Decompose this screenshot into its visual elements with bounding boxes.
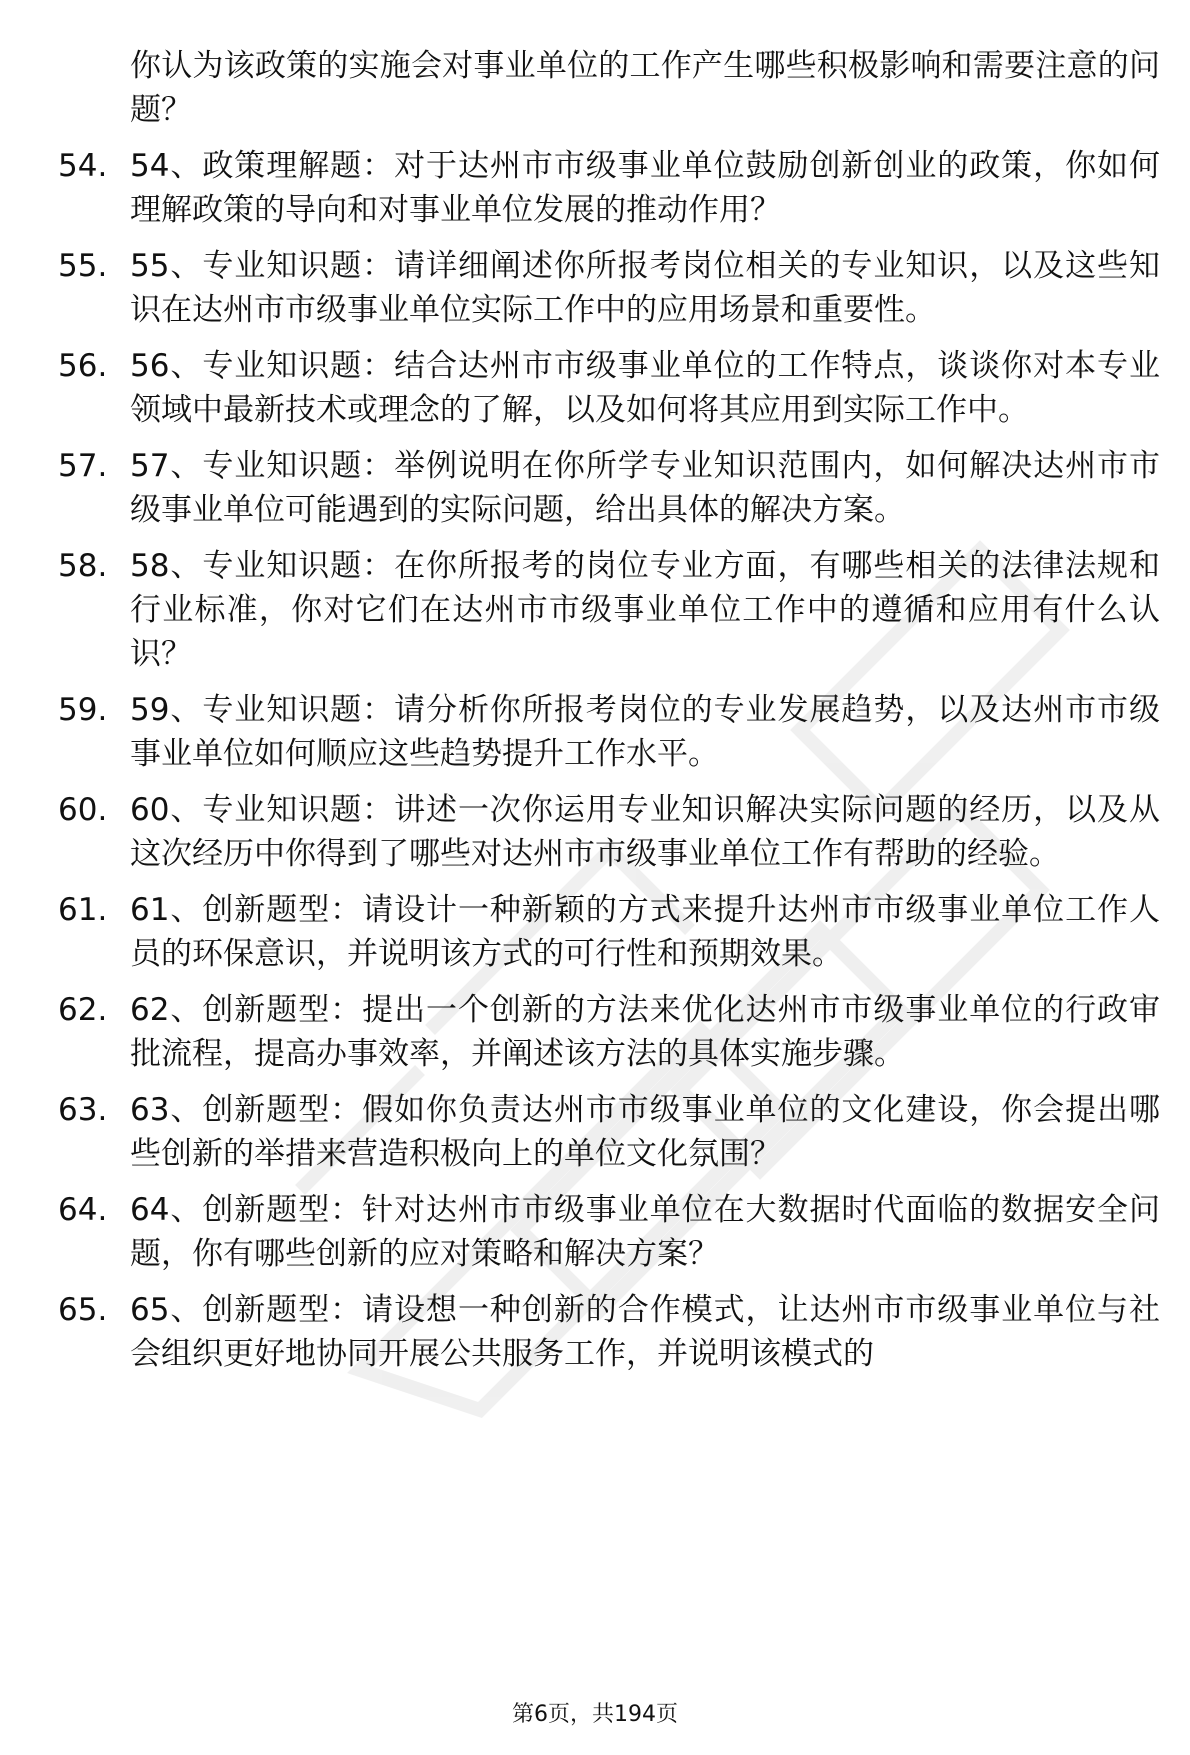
list-item xyxy=(0,988,1190,1076)
item-text: 57、专业知识题：举例说明在你所学专业知识范围内，如何解决达州市市级事业单位可能遇到的实际问题，给出具体的解决方案。 xyxy=(130,448,1160,528)
item-text: 60、专业知识题：讲述一次你运用专业知识解决实际问题的经历，以及从这次经历中你得到了哪些对达州市市级事业单位工作有帮助的经验。 xyxy=(130,792,1160,872)
list-item xyxy=(0,344,1190,432)
item-text: 63、创新题型：假如你负责达州市市级事业单位的文化建设，你会提出哪些创新的举措来营造积极向上的单位文化氛围？ xyxy=(130,1092,1160,1172)
item-text: 65、创新题型：请设想一种创新的合作模式，让达州市市级事业单位与社会组织更好地协同开展公共服务工作，并说明该模式的 xyxy=(130,1292,1160,1372)
list-item xyxy=(0,544,1190,676)
list-item xyxy=(0,444,1190,532)
item-number: 56. xyxy=(58,348,108,384)
item-number: 57. xyxy=(58,448,108,484)
item-number: 64. xyxy=(58,1192,108,1228)
list-item xyxy=(0,1188,1190,1276)
list-item xyxy=(0,1088,1190,1176)
item-text: 64、创新题型：针对达州市市级事业单位在大数据时代面临的数据安全问题，你有哪些创新的应对策略和解决方案？ xyxy=(130,1192,1160,1272)
item-text: 55、专业知识题：请详细阐述你所报考岗位相关的专业知识，以及这些知识在达州市市级事业单位实际工作中的应用场景和重要性。 xyxy=(130,248,1160,328)
list-item xyxy=(0,244,1190,332)
item-text: 62、创新题型：提出一个创新的方法来优化达州市市级事业单位的行政审批流程，提高办事效率，并阐述该方法的具体实施步骤。 xyxy=(130,992,1160,1072)
item-number: 65. xyxy=(58,1292,108,1328)
item-text: 56、专业知识题：结合达州市市级事业单位的工作特点，谈谈你对本专业领域中最新技术或理念的了解，以及如何将其应用到实际工作中。 xyxy=(130,348,1160,428)
item-number: 59. xyxy=(58,692,108,728)
list-item xyxy=(0,888,1190,976)
list-item xyxy=(0,1288,1190,1376)
item-number: 54. xyxy=(58,148,108,184)
item-text: 54、政策理解题：对于达州市市级事业单位鼓励创新创业的政策，你如何理解政策的导向和对事业单位发展的推动作用？ xyxy=(130,148,1160,228)
item-number: 62. xyxy=(58,992,108,1028)
item-number: 58. xyxy=(58,548,108,584)
item-number: 61. xyxy=(58,892,108,928)
item-number: 55. xyxy=(58,248,108,284)
item-number: 63. xyxy=(58,1092,108,1128)
item-text: 你认为该政策的实施会对事业单位的工作产生哪些积极影响和需要注意的问题？ xyxy=(130,48,1160,128)
item-text: 61、创新题型：请设计一种新颖的方式来提升达州市市级事业单位工作人员的环保意识，并说明该方式的可行性和预期效果。 xyxy=(130,892,1160,972)
list-item xyxy=(0,44,1190,132)
item-text: 58、专业知识题：在你所报考的岗位专业方面，有哪些相关的法律法规和行业标准，你对它们在达州市市级事业单位工作中的遵循和应用有什么认识？ xyxy=(130,548,1160,672)
list-item xyxy=(0,688,1190,776)
item-number: 60. xyxy=(58,792,108,828)
item-text: 59、专业知识题：请分析你所报考岗位的专业发展趋势，以及达州市市级事业单位如何顺应这些趋势提升工作水平。 xyxy=(130,692,1160,772)
list-item xyxy=(0,144,1190,232)
page-number: 第6页，共194页 xyxy=(512,1702,678,1727)
list-item xyxy=(0,788,1190,876)
question-list xyxy=(0,44,1190,1388)
